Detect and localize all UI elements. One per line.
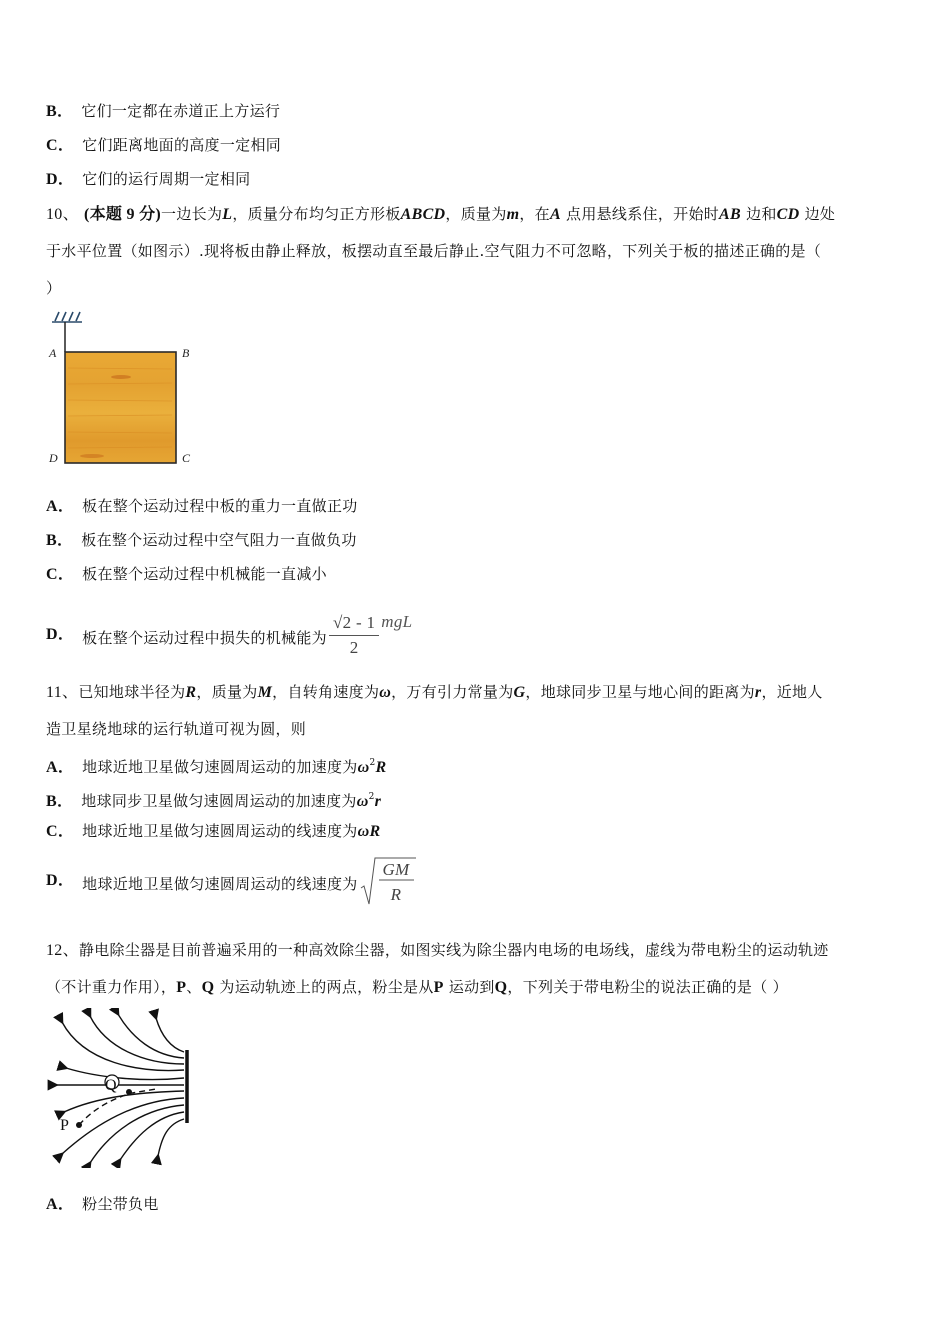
trajectory-arrow xyxy=(126,1089,132,1095)
var-AB: AB xyxy=(719,206,741,223)
var-m: m xyxy=(506,206,520,223)
sqrt-symbol-icon xyxy=(360,856,416,906)
q11-option-a xyxy=(46,753,386,778)
option-text: 板在整个运动过程中机械能一直减小 xyxy=(82,565,327,583)
q12-option-a xyxy=(46,1194,159,1215)
option-letter: A． xyxy=(46,1196,75,1213)
var-R: R xyxy=(185,684,197,701)
math-omega: ω xyxy=(356,793,369,810)
option-text: 板在整个运动过程中损失的机械能为 xyxy=(82,629,327,647)
option-letter: D． xyxy=(46,626,75,643)
option-text: 板在整个运动过程中板的重力一直做正功 xyxy=(82,497,358,515)
option-letter: B． xyxy=(46,103,74,120)
option-text: 它们的运行周期一定相同 xyxy=(82,170,251,188)
option-text: 地球近地卫星做匀速圆周运动的线速度为 xyxy=(82,875,358,893)
stem-text: ，地球同步卫星与地心间的距离为 xyxy=(525,683,755,701)
q9-option-c xyxy=(46,135,281,156)
formula-mgL: mgL xyxy=(381,612,413,631)
math-var: R xyxy=(369,823,381,840)
label-C: C xyxy=(182,451,191,465)
var-CD: CD xyxy=(776,206,800,223)
q10-option-b xyxy=(46,530,357,551)
stem-text: （不计重力作用）， xyxy=(46,978,177,996)
q11-option-c xyxy=(46,821,380,842)
sqrt-GM-over-R xyxy=(360,856,416,906)
option-letter: B． xyxy=(46,793,74,810)
stem-text: 边处 xyxy=(799,205,836,223)
stem-text: 为运动轨迹上的两点，粉尘是从 xyxy=(214,978,434,996)
var-A: A xyxy=(549,206,561,223)
fraction-denominator: 2 xyxy=(349,637,359,657)
stem-text: 点用悬线系住，开始时 xyxy=(560,205,720,223)
q9-option-b xyxy=(46,101,280,122)
label-P: P xyxy=(60,1117,69,1134)
math-omega: ω xyxy=(357,823,370,840)
stem-text: 边和 xyxy=(741,205,777,223)
option-letter: A． xyxy=(46,759,75,776)
label-A: A xyxy=(49,346,57,360)
question-number: 12、 xyxy=(46,942,79,959)
q9-option-d xyxy=(46,169,250,190)
fraction-numerator: √2 - 1 xyxy=(329,613,379,636)
stem-text: ，自转角速度为 xyxy=(272,683,380,701)
label-B: B xyxy=(182,346,190,360)
ceiling-support-icon xyxy=(52,312,82,322)
stem-text: 已知地球半径为 xyxy=(78,683,186,701)
q12-stem-line2 xyxy=(46,977,788,998)
option-letter: D． xyxy=(46,872,75,889)
option-text: 地球近地卫星做匀速圆周运动的加速度为 xyxy=(82,758,358,776)
electric-field-lines-figure xyxy=(44,1008,194,1168)
q10-stem-line1 xyxy=(46,204,835,225)
var-L: L xyxy=(222,206,233,223)
option-text: 它们一定都在赤道正上方运行 xyxy=(81,102,281,120)
var-G: G xyxy=(513,684,526,701)
label-D: D xyxy=(49,451,58,465)
math-exponent: 2 xyxy=(369,758,376,768)
option-text: 地球同步卫星做匀速圆周运动的加速度为 xyxy=(81,792,357,810)
var-M: M xyxy=(257,684,273,701)
stem-text: ，在 xyxy=(519,205,550,223)
stem-text: 、 xyxy=(186,978,202,996)
q10-stem-line2: 于水平位置（如图示）.现将板由静止释放，板摆动直至最后静止.空气阻力不可忽略，下列关于板的描述正确的是（ xyxy=(46,242,822,260)
option-letter: B． xyxy=(46,532,74,549)
option-letter: C． xyxy=(46,137,75,154)
stem-text: 一边长为 xyxy=(161,205,223,223)
var-Q: Q xyxy=(494,979,508,996)
q10-option-a xyxy=(46,496,358,517)
point-P xyxy=(76,1122,82,1128)
var-P: P xyxy=(433,979,444,996)
energy-loss-fraction xyxy=(329,613,379,658)
stem-text: 静电除尘器是目前普遍采用的一种高效除尘器，如图实线为除尘器内电场的电场线，虚线为带电粉尘的运动轨迹 xyxy=(78,941,829,959)
svg-text:R: R xyxy=(390,885,401,904)
q11-stem-line2: 造卫星绕地球的运行轨道可视为圆，则 xyxy=(46,720,307,738)
var-omega: ω xyxy=(379,684,392,701)
q10-stem-line3: ） xyxy=(46,279,62,297)
option-letter: C． xyxy=(46,566,75,583)
option-text: 板在整个运动过程中空气阻力一直做负功 xyxy=(81,531,357,549)
math-var: r xyxy=(374,793,382,810)
stem-text: ，近地人 xyxy=(761,683,823,701)
q11-stem-line1 xyxy=(46,682,823,703)
q11-option-d xyxy=(46,855,416,909)
math-var: R xyxy=(375,759,387,776)
dust-trajectory xyxy=(79,1089,156,1125)
option-text: 地球近地卫星做匀速圆周运动的线速度为 xyxy=(82,822,358,840)
option-letter: A． xyxy=(46,498,75,515)
stem-text: ，质量为 xyxy=(445,205,507,223)
var-ABCD: ABCD xyxy=(400,206,446,223)
label-Q: Q xyxy=(105,1077,117,1094)
stem-text: ，质量分布均匀正方形板 xyxy=(232,205,401,223)
q10-option-d xyxy=(46,598,412,662)
hanging-board-figure xyxy=(46,308,196,468)
stem-text: ，下列关于带电粉尘的说法正确的是（ ） xyxy=(507,978,788,996)
option-letter: C． xyxy=(46,823,75,840)
stem-text: ，质量为 xyxy=(196,683,258,701)
question-number: 10、 xyxy=(46,206,79,223)
q11-option-b xyxy=(46,787,381,812)
math-exponent: 2 xyxy=(368,792,375,802)
option-letter: D． xyxy=(46,171,75,188)
q10-option-c xyxy=(46,564,327,585)
stem-text: ，万有引力常量为 xyxy=(391,683,514,701)
var-r: r xyxy=(754,684,762,701)
question-score: (本题 9 分) xyxy=(83,206,162,223)
svg-text:GM: GM xyxy=(382,860,410,879)
question-number: 11、 xyxy=(46,684,79,701)
q12-stem-line1 xyxy=(46,940,829,961)
math-omega: ω xyxy=(357,759,370,776)
option-text: 粉尘带负电 xyxy=(82,1195,159,1213)
var-P: P xyxy=(176,979,187,996)
option-text: 它们距离地面的高度一定相同 xyxy=(82,136,282,154)
stem-text: 运动到 xyxy=(443,978,495,996)
var-Q: Q xyxy=(201,979,215,996)
